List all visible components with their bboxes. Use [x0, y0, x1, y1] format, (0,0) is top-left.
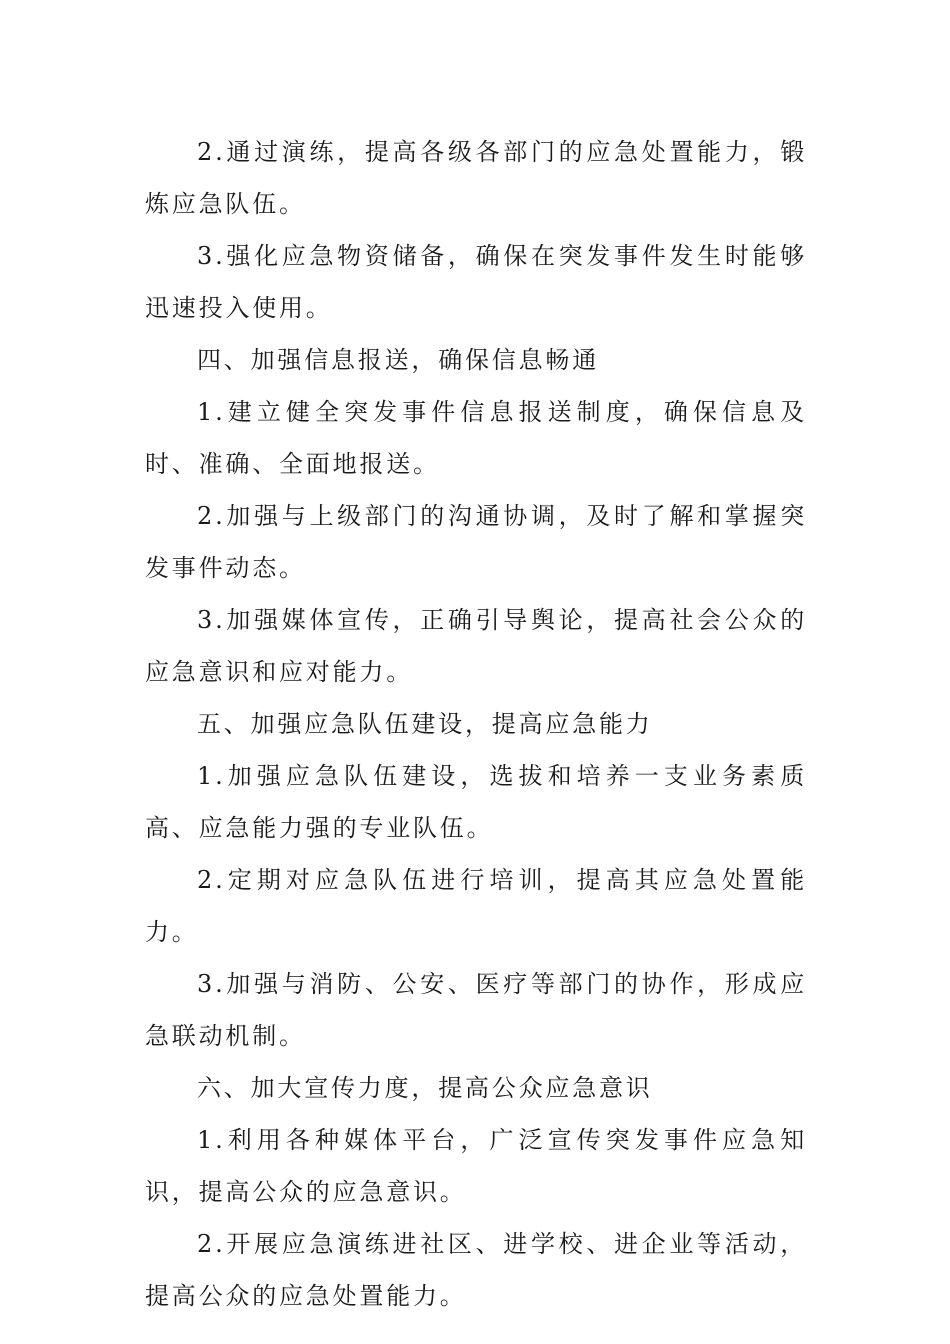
- list-item-3-department-cooperation: 3.加强与消防、公安、医疗等部门的协作，形成应急联动机制。: [145, 970, 807, 1050]
- list-item-2-drill-capability: 2.通过演练，提高各级各部门的应急处置能力，锻炼应急队伍。: [145, 138, 807, 218]
- section-heading-six: 六、加大宣传力度，提高公众应急意识: [197, 1074, 653, 1102]
- document-body: [145, 126, 807, 1322]
- list-item-2-coordination: 2.加强与上级部门的沟通协调，及时了解和掌握突发事件动态。: [145, 502, 807, 582]
- list-item-1-reporting-system: 1.建立健全突发事件信息报送制度，确保信息及时、准确、全面地报送。: [145, 398, 807, 478]
- list-item-2-community-drills: 2.开展应急演练进社区、进学校、进企业等活动，提高公众的应急处置能力。: [145, 1230, 807, 1310]
- list-item-3-media-publicity: 3.加强媒体宣传，正确引导舆论，提高社会公众的应急意识和应对能力。: [145, 606, 807, 686]
- section-heading-four: 四、加强信息报送，确保信息畅通: [197, 346, 599, 374]
- list-item-2-team-training: 2.定期对应急队伍进行培训，提高其应急处置能力。: [145, 866, 807, 946]
- list-item-1-media-platforms: 1.利用各种媒体平台，广泛宣传突发事件应急知识，提高公众的应急意识。: [145, 1126, 807, 1206]
- list-item-3-material-reserve: 3.强化应急物资储备，确保在突发事件发生时能够迅速投入使用。: [145, 242, 807, 322]
- section-heading-five: 五、加强应急队伍建设，提高应急能力: [197, 710, 653, 738]
- list-item-1-team-building: 1.加强应急队伍建设，选拔和培养一支业务素质高、应急能力强的专业队伍。: [145, 762, 807, 842]
